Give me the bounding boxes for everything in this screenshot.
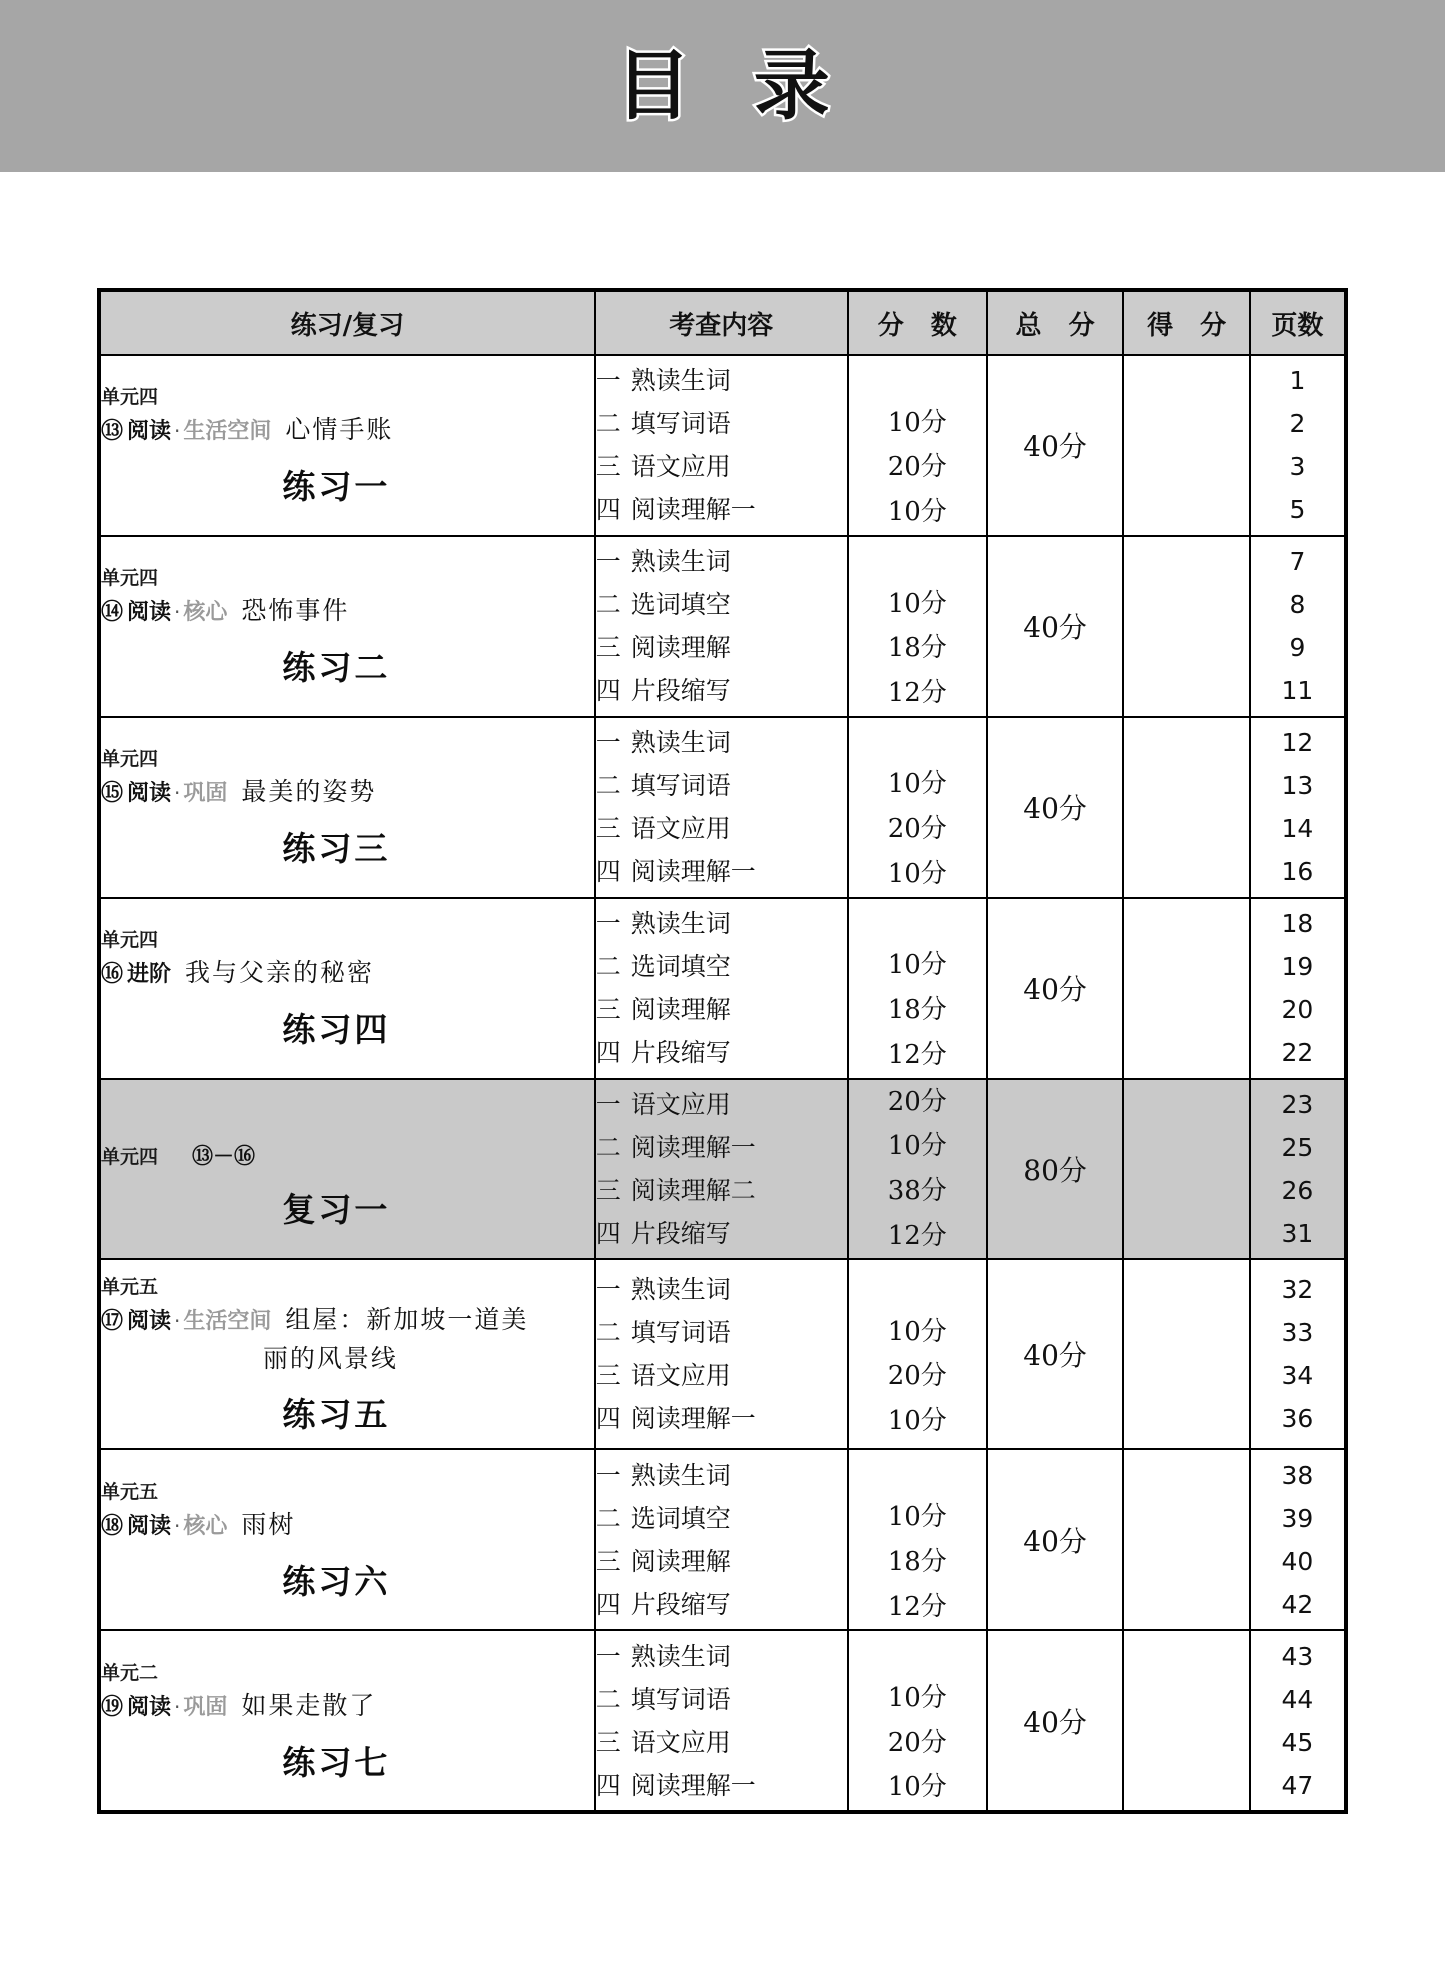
table-row [99, 1079, 1346, 1260]
content-item [596, 669, 847, 712]
exercise-heading [101, 957, 594, 990]
content-item-text: 填写词语 [630, 1684, 731, 1714]
cell-content [595, 898, 848, 1079]
page-number[interactable]: 13 [1281, 771, 1314, 801]
page-number[interactable]: 7 [1289, 547, 1306, 577]
cell-gained-score[interactable] [1123, 1259, 1249, 1449]
cell-content [595, 1630, 848, 1812]
table-row [99, 898, 1346, 1079]
content-item [596, 626, 847, 669]
exercise-number: ⑭ [101, 600, 124, 626]
exercise-unit: 单元四 [101, 386, 159, 409]
total-value: 40分 [1023, 430, 1087, 464]
score-item: 12分 [887, 1591, 947, 1622]
content-item [596, 1083, 847, 1126]
exercise-subtag: 巩固 [183, 1694, 228, 1720]
total-value: 40分 [1023, 792, 1087, 826]
content-item [596, 1454, 847, 1497]
content-item-index: 一 [595, 909, 621, 939]
page-number[interactable]: 36 [1281, 1404, 1314, 1434]
column-header-total: 总 分 [987, 290, 1124, 355]
page-number[interactable]: 20 [1281, 995, 1314, 1025]
cell-score [848, 1079, 987, 1260]
page-number[interactable]: 39 [1281, 1503, 1314, 1533]
page-number[interactable]: 16 [1281, 857, 1314, 887]
content-item-index: 三 [595, 1361, 621, 1391]
cell-pages [1250, 1079, 1346, 1260]
score-item: 12分 [887, 678, 947, 709]
score-item: 10分 [887, 1131, 947, 1162]
content-item-index: 四 [595, 1770, 621, 1800]
cell-pages [1250, 717, 1346, 898]
content-item-index: 四 [595, 495, 621, 525]
cell-score [848, 1259, 987, 1449]
page-number[interactable]: 40 [1281, 1546, 1314, 1576]
content-item-text: 选词填空 [630, 590, 731, 620]
content-item [596, 1031, 847, 1074]
cell-total [987, 898, 1124, 1079]
cell-exercise [99, 717, 595, 898]
content-item [596, 1678, 847, 1721]
content-item [596, 1635, 847, 1678]
page-number[interactable]: 18 [1281, 909, 1314, 939]
page-body [0, 288, 1445, 1814]
content-item-index: 一 [595, 547, 621, 577]
exercise-title: 心情手账 [285, 415, 394, 445]
exercise-subtag: 生活空间 [183, 1309, 272, 1335]
content-item [596, 488, 847, 531]
exercise-tag: 进阶 [127, 962, 172, 988]
content-item-text: 阅读理解一 [630, 495, 756, 525]
score-item [849, 1631, 986, 1676]
column-header-content: 考查内容 [595, 290, 848, 355]
exercise-label: 练习六 [282, 1561, 391, 1601]
score-item [849, 537, 986, 582]
exercise-title: 组屋：新加坡一道美 [285, 1305, 529, 1335]
content-item-text: 语文应用 [630, 1361, 731, 1391]
cell-total [987, 536, 1124, 717]
table-row [99, 1259, 1346, 1449]
content-item [596, 1126, 847, 1169]
cell-exercise [99, 1449, 595, 1630]
page-number[interactable]: 8 [1289, 590, 1306, 620]
cell-pages [1250, 1259, 1346, 1449]
cell-score [848, 898, 987, 1079]
content-item-index: 一 [595, 1275, 621, 1305]
content-item-text: 熟读生词 [630, 1460, 731, 1490]
cell-gained-score[interactable] [1123, 536, 1249, 717]
exercise-tag: 阅读 [127, 781, 172, 807]
score-item: 10分 [887, 1406, 947, 1437]
content-item [596, 445, 847, 488]
page-number[interactable]: 47 [1281, 1770, 1314, 1800]
total-value: 40分 [1023, 611, 1087, 645]
content-item-index: 四 [595, 1404, 621, 1434]
column-header-gained: 得 分 [1123, 290, 1249, 355]
exercise-unit: 单元五 [101, 1276, 159, 1299]
content-item-index: 三 [595, 1727, 621, 1757]
content-item-text: 阅读理解 [630, 995, 731, 1025]
page-title: 目 录 [615, 41, 848, 131]
score-item: 20分 [887, 452, 947, 483]
cell-pages [1250, 1449, 1346, 1630]
toc-table-head [99, 290, 1346, 355]
cell-pages [1250, 1630, 1346, 1812]
cell-score [848, 355, 987, 536]
content-item-text: 阅读理解一 [630, 1770, 756, 1800]
content-item-text: 语文应用 [630, 452, 731, 482]
exercise-separator: · [174, 1694, 181, 1719]
page-number[interactable]: 11 [1281, 676, 1314, 706]
content-item [596, 540, 847, 583]
content-item-text: 选词填空 [630, 952, 731, 982]
cell-total [987, 1079, 1124, 1260]
content-item-text: 选词填空 [630, 1503, 731, 1533]
exercise-heading [101, 1690, 594, 1723]
content-item-index: 四 [595, 857, 621, 887]
exercise-unit: 单元四 [101, 567, 159, 590]
content-item [596, 988, 847, 1031]
cell-content [595, 1079, 848, 1260]
score-item: 38分 [887, 1175, 947, 1206]
content-item [596, 1354, 847, 1397]
content-item-index: 二 [595, 771, 621, 801]
exercise-separator: · [174, 1309, 181, 1334]
content-item-index: 一 [595, 728, 621, 758]
content-item-index: 三 [595, 633, 621, 663]
cell-content [595, 717, 848, 898]
exercise-subtag: 生活空间 [183, 419, 272, 445]
exercise-unit: 单元二 [101, 1661, 159, 1684]
exercise-number: ⑱ [101, 1513, 124, 1539]
page-number[interactable]: 23 [1281, 1089, 1314, 1119]
content-item-text: 片段缩写 [630, 1589, 731, 1619]
exercise-number: ⑮ [101, 781, 124, 807]
content-item-index: 三 [595, 995, 621, 1025]
exercise-label: 练习四 [282, 1010, 391, 1050]
cell-content [595, 1259, 848, 1449]
cell-total [987, 1630, 1124, 1812]
content-item-index: 一 [595, 1089, 621, 1119]
content-item [596, 721, 847, 764]
score-item: 20分 [887, 814, 947, 845]
score-item: 10分 [887, 1316, 947, 1347]
content-item-index: 一 [595, 1460, 621, 1490]
page-number[interactable]: 26 [1281, 1175, 1314, 1205]
content-item-index: 一 [595, 1641, 621, 1671]
content-item-text: 片段缩写 [630, 676, 731, 706]
content-item [596, 1311, 847, 1354]
table-row [99, 1449, 1346, 1630]
score-item: 10分 [887, 1502, 947, 1533]
page-number[interactable]: 25 [1281, 1132, 1314, 1162]
total-value: 40分 [1023, 1524, 1087, 1558]
cell-pages [1250, 536, 1346, 717]
exercise-heading [101, 595, 594, 628]
page-number[interactable]: 2 [1289, 409, 1306, 439]
content-item-text: 阅读理解 [630, 633, 731, 663]
content-item [596, 1540, 847, 1583]
content-item-text: 填写词语 [630, 409, 731, 439]
score-item: 10分 [887, 407, 947, 438]
cell-content [595, 355, 848, 536]
content-item-text: 语文应用 [630, 1089, 731, 1119]
exercise-label: 练习七 [282, 1742, 391, 1782]
page-number[interactable]: 32 [1281, 1275, 1314, 1305]
exercise-label: 练习一 [282, 467, 391, 507]
exercise-title: 我与父亲的秘密 [185, 958, 375, 988]
content-item [596, 402, 847, 445]
content-item-index: 四 [595, 1218, 621, 1248]
exercise-tag: 阅读 [127, 419, 172, 445]
score-item: 12分 [887, 1220, 947, 1251]
page-number[interactable]: 33 [1281, 1318, 1314, 1348]
exercise-title-line2: 丽的风景线 [262, 1344, 398, 1374]
cell-total [987, 1449, 1124, 1630]
cell-score [848, 536, 987, 717]
content-item [596, 807, 847, 850]
cell-total [987, 1259, 1124, 1449]
cell-gained-score[interactable] [1123, 898, 1249, 1079]
toc-table [97, 288, 1348, 1814]
content-item [596, 850, 847, 893]
score-item: 20分 [887, 1086, 947, 1117]
content-item-index: 二 [595, 1318, 621, 1348]
score-item: 18分 [887, 995, 947, 1026]
cell-exercise [99, 1630, 595, 1812]
exercise-number: ⑲ [101, 1694, 124, 1720]
content-item-index: 四 [595, 676, 621, 706]
content-item-text: 填写词语 [630, 771, 731, 801]
cell-score [848, 1449, 987, 1630]
content-item-index: 二 [595, 1132, 621, 1162]
exercise-title: 如果走散了 [241, 1690, 377, 1720]
content-item-text: 熟读生词 [630, 1641, 731, 1671]
content-item-text: 熟读生词 [630, 909, 731, 939]
exercise-unit: 单元四 [101, 929, 159, 952]
cell-exercise [99, 536, 595, 717]
cell-pages [1250, 898, 1346, 1079]
content-item-text: 熟读生词 [630, 547, 731, 577]
score-item: 18分 [887, 633, 947, 664]
content-item-text: 熟读生词 [630, 366, 731, 396]
page-header-band [0, 0, 1445, 172]
content-item-text: 熟读生词 [630, 1275, 731, 1305]
page-number[interactable]: 14 [1281, 814, 1314, 844]
score-item [849, 718, 986, 763]
content-item-text: 阅读理解一 [630, 1404, 756, 1434]
column-header-exercise: 练习/复习 [99, 290, 595, 355]
page-number[interactable]: 22 [1281, 1038, 1314, 1068]
score-item [849, 1450, 986, 1495]
content-item-index: 二 [595, 590, 621, 620]
exercise-title: 最美的姿势 [241, 777, 377, 807]
exercise-label: 练习五 [282, 1395, 391, 1435]
content-item [596, 1397, 847, 1440]
score-item: 10分 [887, 588, 947, 619]
total-value: 40分 [1023, 1339, 1087, 1373]
table-header-row [99, 290, 1346, 355]
cell-gained-score[interactable] [1123, 1630, 1249, 1812]
cell-total [987, 717, 1124, 898]
page-number[interactable]: 31 [1281, 1218, 1314, 1248]
page-number[interactable]: 3 [1289, 452, 1306, 482]
exercise-heading [101, 414, 594, 447]
table-row [99, 536, 1346, 717]
page-number[interactable]: 42 [1281, 1589, 1314, 1619]
column-header-pages: 页数 [1250, 290, 1346, 355]
content-item-text: 熟读生词 [630, 728, 731, 758]
content-item-text: 片段缩写 [630, 1218, 731, 1248]
cell-exercise [99, 1079, 595, 1260]
content-item-index: 三 [595, 814, 621, 844]
content-item-text: 语文应用 [630, 814, 731, 844]
exercise-number: ⑬ [101, 419, 124, 445]
cell-exercise [99, 898, 595, 1079]
cell-gained-score[interactable] [1123, 355, 1249, 536]
cell-pages [1250, 355, 1346, 536]
exercise-heading [101, 1304, 594, 1337]
page-number[interactable]: 45 [1281, 1727, 1314, 1757]
exercise-label: 复习一 [282, 1190, 391, 1230]
exercise-separator: · [174, 600, 181, 625]
exercise-separator: · [174, 419, 181, 444]
page-number[interactable]: 43 [1281, 1641, 1314, 1671]
toc-table-body [99, 355, 1346, 1812]
content-item [596, 1268, 847, 1311]
content-item [596, 902, 847, 945]
exercise-unit: 单元四 [101, 748, 159, 771]
content-item [596, 1583, 847, 1626]
exercise-title: 雨树 [241, 1509, 296, 1539]
content-item-text: 填写词语 [630, 1318, 731, 1348]
content-item-index: 四 [595, 1589, 621, 1619]
exercise-unit: 单元五 [101, 1480, 159, 1503]
score-item: 20分 [887, 1727, 947, 1758]
exercise-label: 练习三 [282, 829, 391, 869]
cell-gained-score[interactable] [1123, 717, 1249, 898]
content-item-text: 语文应用 [630, 1727, 731, 1757]
score-item: 12分 [887, 1039, 947, 1070]
score-item: 10分 [887, 1682, 947, 1713]
score-item: 10分 [887, 858, 947, 889]
page-number[interactable]: 5 [1289, 495, 1306, 525]
score-item [849, 899, 986, 944]
content-item-index: 二 [595, 952, 621, 982]
table-row [99, 717, 1346, 898]
exercise-number: ⑰ [101, 1309, 124, 1335]
column-header-score: 分 数 [848, 290, 987, 355]
table-row [99, 1630, 1346, 1812]
exercise-heading [101, 1509, 594, 1542]
exercise-range: ⑬－⑯ [192, 1144, 256, 1169]
cell-exercise [99, 1259, 595, 1449]
page-number[interactable]: 34 [1281, 1361, 1314, 1391]
page-number[interactable]: 1 [1289, 366, 1306, 396]
content-item [596, 583, 847, 626]
total-value: 40分 [1023, 973, 1087, 1007]
page-number[interactable]: 9 [1289, 633, 1306, 663]
exercise-tag: 阅读 [127, 600, 172, 626]
content-item [596, 1497, 847, 1540]
exercise-tag: 阅读 [127, 1694, 172, 1720]
table-row [99, 355, 1346, 536]
cell-exercise [99, 355, 595, 536]
score-item: 10分 [887, 950, 947, 981]
cell-score [848, 717, 987, 898]
exercise-separator: · [174, 781, 181, 806]
exercise-subtag: 核心 [183, 600, 228, 626]
content-item-index: 三 [595, 1546, 621, 1576]
content-item-text: 阅读理解一 [630, 857, 756, 887]
content-item [596, 1169, 847, 1212]
score-item: 10分 [887, 497, 947, 528]
cell-score [848, 1630, 987, 1812]
content-item-index: 一 [595, 366, 621, 396]
exercise-separator: · [174, 1513, 181, 1538]
total-value: 80分 [1023, 1153, 1087, 1187]
content-item-index: 三 [595, 452, 621, 482]
cell-gained-score[interactable] [1123, 1449, 1249, 1630]
content-item-text: 阅读理解 [630, 1546, 731, 1576]
exercise-tag: 阅读 [127, 1309, 172, 1335]
score-item: 20分 [887, 1361, 947, 1392]
content-item-index: 三 [595, 1175, 621, 1205]
exercise-tag: 阅读 [127, 1513, 172, 1539]
content-item-index: 二 [595, 1503, 621, 1533]
content-item [596, 945, 847, 988]
exercise-number: ⑯ [101, 962, 124, 988]
exercise-unit: 单元四 [101, 1146, 159, 1169]
exercise-subtag: 巩固 [183, 781, 228, 807]
cell-gained-score[interactable] [1123, 1079, 1249, 1260]
score-item [849, 1265, 986, 1310]
content-item [596, 1212, 847, 1255]
content-item [596, 359, 847, 402]
content-item-index: 四 [595, 1038, 621, 1068]
page-number[interactable]: 12 [1281, 728, 1314, 758]
score-item: 10分 [887, 1772, 947, 1803]
page-number[interactable]: 19 [1281, 952, 1314, 982]
exercise-subtag: 核心 [183, 1513, 228, 1539]
toc-container [97, 288, 1348, 1814]
exercise-label: 练习二 [282, 648, 391, 688]
page-number[interactable]: 38 [1281, 1460, 1314, 1490]
content-item-text: 片段缩写 [630, 1038, 731, 1068]
cell-content [595, 536, 848, 717]
content-item-text: 阅读理解一 [630, 1132, 756, 1162]
score-item [849, 356, 986, 401]
exercise-heading [101, 776, 594, 809]
total-value: 40分 [1023, 1705, 1087, 1739]
content-item-index: 二 [595, 1684, 621, 1714]
cell-total [987, 355, 1124, 536]
page-number[interactable]: 44 [1281, 1684, 1314, 1714]
content-item-index: 二 [595, 409, 621, 439]
score-item: 18分 [887, 1546, 947, 1577]
content-item [596, 764, 847, 807]
score-item: 10分 [887, 769, 947, 800]
content-item-text: 阅读理解二 [630, 1175, 756, 1205]
content-item [596, 1764, 847, 1807]
content-item [596, 1721, 847, 1764]
cell-content [595, 1449, 848, 1630]
exercise-title: 恐怖事件 [241, 596, 350, 626]
